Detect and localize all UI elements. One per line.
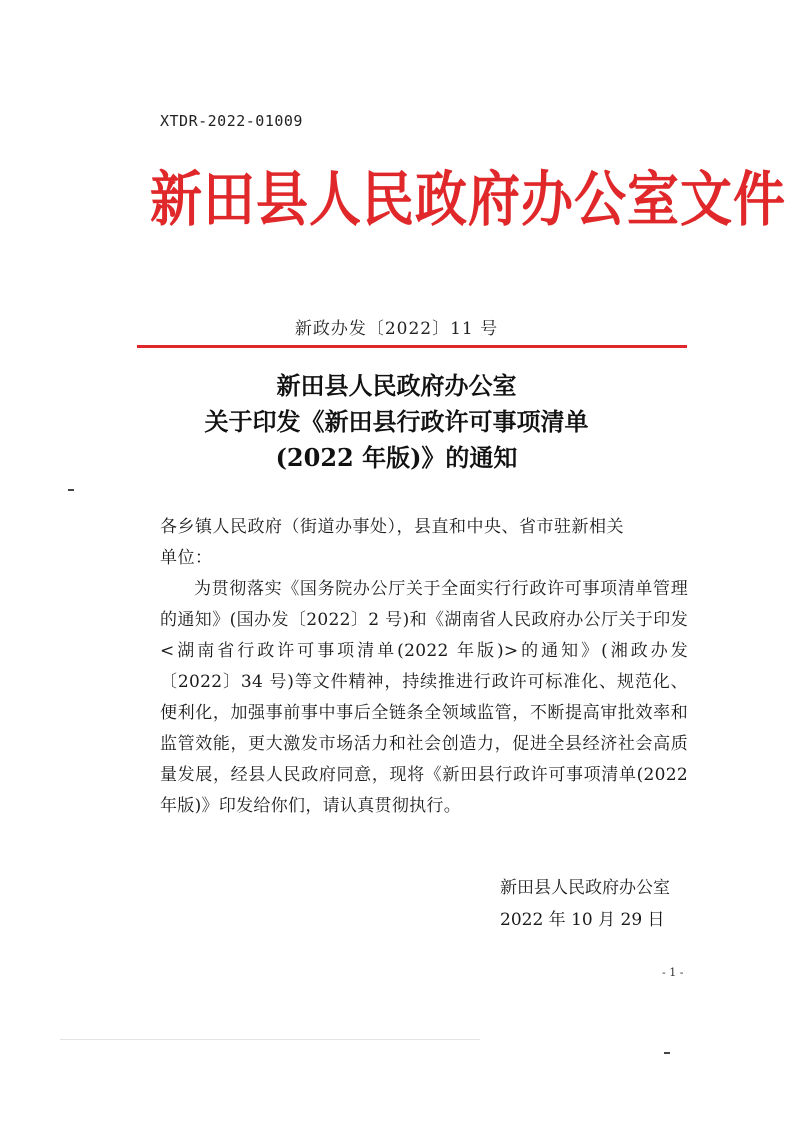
- notice-title: [0, 368, 793, 476]
- signature-date: 2022 年 10 月 29 日: [500, 910, 665, 930]
- signature-block: [475, 872, 695, 936]
- scan-speck: [68, 489, 74, 491]
- scan-artifact-line: [60, 1039, 480, 1040]
- document-number: 新政办发〔2022〕11 号: [294, 319, 499, 339]
- red-divider-line: [137, 345, 687, 348]
- page-number: - 1 -: [662, 966, 684, 979]
- document-code: XTDR-2022-01009: [160, 112, 303, 130]
- addressee-line: 各乡镇人民政府（街道办事处），县直和中央、省市驻新相关: [160, 517, 624, 537]
- signature-organization: 新田县人民政府办公室: [500, 878, 670, 898]
- notice-title-line: 新田县人民政府办公室: [276, 371, 517, 400]
- scan-speck: [664, 1052, 670, 1054]
- addressee-line: 单位：: [160, 548, 213, 568]
- notice-title-line: (2022 年版)》的通知: [275, 443, 518, 472]
- body-paragraph: 为贯彻落实《国务院办公厅关于全面实行行政许可事项清单管理的通知》(国办发〔2022〕2 号)和《湖南省人民政府办公厅关于印发<湖南省行政许可事项清单(2022 年版)>的通知》(湘政办发〔2022〕34 号)等文件精神，持续推进行政许可标准化、规范化、便利化，加强事前事中事后全链条全领域监管，不断提高审批效率和监管效能，更大激发市场活力和社会创造力，促进全县经济社会高质量发展，经县人民政府同意，现将《新田县行政许可事项清单(2022 年版)》印发给你们，请认真贯彻执行。: [160, 579, 688, 816]
- notice-title-line: 关于印发《新田县行政许可事项清单: [204, 407, 589, 436]
- addressee: [160, 512, 680, 574]
- red-header-title: 新田县人民政府办公室文件: [150, 164, 787, 235]
